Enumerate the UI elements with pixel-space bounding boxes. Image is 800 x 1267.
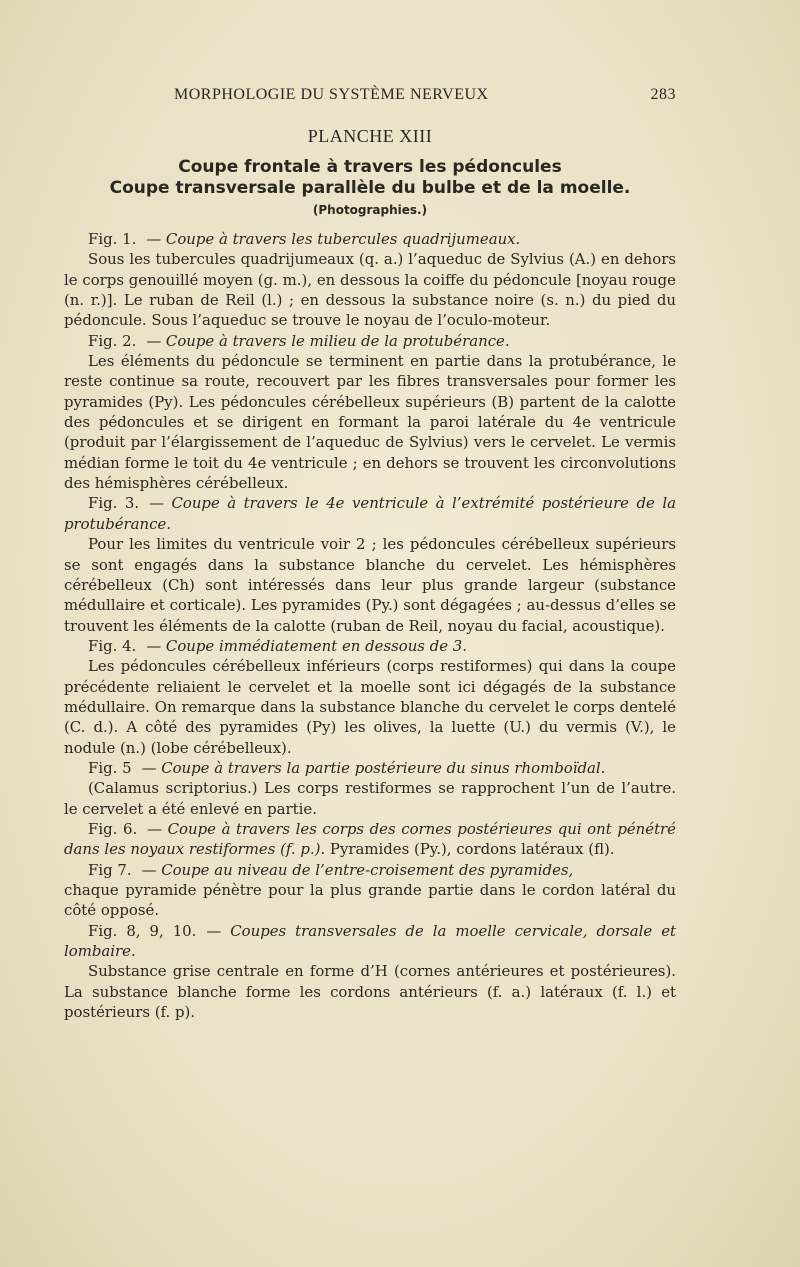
figure-entry	[64, 758, 676, 778]
photographs-note: (Photographies.)	[312, 203, 428, 217]
figure-label: Fig. 4.	[88, 636, 137, 655]
figure-entry	[64, 819, 676, 860]
subtitle-transverse-section: Coupe transversale parallèle du bulbe et de la moelle.	[109, 178, 631, 198]
figure-entry	[64, 229, 676, 249]
figure-label: Fig. 1.	[88, 230, 137, 248]
figure-label: Fig. 6.	[88, 819, 138, 838]
figure-entry	[64, 921, 676, 962]
figure-heading: — Coupe à travers la partie postérieure du sinus rhomboïdal.	[141, 758, 606, 777]
figure-entry	[64, 331, 676, 351]
running-title: MORPHOLOGIE DU SYSTÈME NERVEUX	[174, 86, 489, 103]
figure-heading: — Coupes transversales de la moelle cervicale, dorsale et lombaire.	[64, 921, 676, 961]
figure-entry	[64, 860, 676, 880]
figure-entry	[64, 636, 676, 656]
figure-label: Fig. 8, 9, 10.	[88, 921, 197, 940]
figure-text: chaque pyramide pénètre pour la plus grande partie dans le cordon latéral du côté opposé.	[64, 881, 676, 920]
figure-heading: — Coupe à travers le milieu de la protubérance.	[146, 331, 510, 350]
figure-heading: — Coupe à travers les tubercules quadrijumeaux.	[146, 230, 521, 248]
figure-text: Pyramides (Py.), cordons latéraux (fl).	[329, 840, 615, 859]
figure-text: (Calamus scriptorius.) Les corps restiformes se rapprochent l’un de l’autre. le cervelet a été enlevé en partie.	[64, 779, 676, 818]
figure-heading: — Coupe au niveau de l’entre-croisement des pyramides,	[141, 860, 574, 879]
figure-heading: — Coupe à travers les corps des cornes postérieures qui ont pénétré dans les noyaux restiformes (f. p.).	[64, 819, 676, 859]
figure-heading: — Coupe à travers le 4e ventricule à l’extrémité postérieure de la protubérance.	[64, 494, 676, 533]
figure-text: Pour les limites du ventricule voir 2 ; les pédoncules cérébelleux supérieurs se sont engagés dans la substance blanche du cervelet. Les hémisphères cérébelleux (Ch) sont intéressés dans leur plus grande largeur (substance médullaire et corticale). Les pyramides (Py.) sont dégagées ; au-dessus d’elles se trouvent les éléments de la calotte (ruban de Reil, noyau du facial, acoustique).	[64, 535, 676, 635]
figure-heading: — Coupe immédiatement en dessous de 3.	[146, 636, 467, 655]
page-number: 283	[650, 86, 676, 103]
figure-entry	[64, 493, 676, 534]
figure-label: Fig. 2.	[88, 331, 137, 350]
figure-descriptions	[64, 229, 676, 1022]
figure-text: Substance grise centrale en forme d’H (cornes antérieures et postérieures). La substance blanche forme les cordons antérieurs (f. a.) latéraux (f. l.) et postérieurs (f. p).	[64, 962, 676, 1022]
plate-title: PLANCHE XIII	[307, 126, 433, 146]
subtitle-frontal-section: Coupe frontale à travers les pédoncules	[178, 157, 562, 177]
book-page	[64, 86, 676, 1022]
figure-text: Sous les tubercules quadrijumeaux (q. a.) l’aqueduc de Sylvius (A.) en dehors le corps genouillé moyen (g. m.), en dessous la coiffe du pédoncule [noyau rouge (n. r.)]. Le ruban de Reil (l.) ; en dessous la substance noire (s. n.) du pied du pédoncule. Sous l’aqueduc se trouve le noyau de l’oculo-moteur.	[64, 250, 676, 330]
running-header	[64, 86, 676, 104]
figure-label: Fig 7.	[88, 860, 132, 879]
figure-text: Les pédoncules cérébelleux inférieurs (corps restiformes) qui dans la coupe précédente reliaient le cervelet et la moelle sont ici dégagés de la substance médullaire. On remarque dans la substance blanche du cervelet le corps dentelé (C. d.). A côté des pyramides (Py) les olives, la luette (U.) du vermis (V.), le nodule (n.) (lobe cérébelleux).	[64, 657, 676, 757]
figure-label: Fig. 5	[88, 758, 132, 777]
figure-label: Fig. 3.	[88, 494, 140, 513]
figure-text: Les éléments du pédoncule se terminent en partie dans la protubérance, le reste continue sa route, recouvert par les fibres transversales pour former les pyramides (Py). Les pédoncules cérébelleux supérieurs (B) partent de la calotte des pédoncules et se dirigent en formant la paroi latérale du 4e ventricule (produit par l’élargissement de l’aqueduc de Sylvius) vers le cervelet. Le vermis médian forme le toit du 4e ventricule ; en dehors se trouvent les circonvolutions des hémisphères cérébelleux.	[64, 352, 676, 493]
